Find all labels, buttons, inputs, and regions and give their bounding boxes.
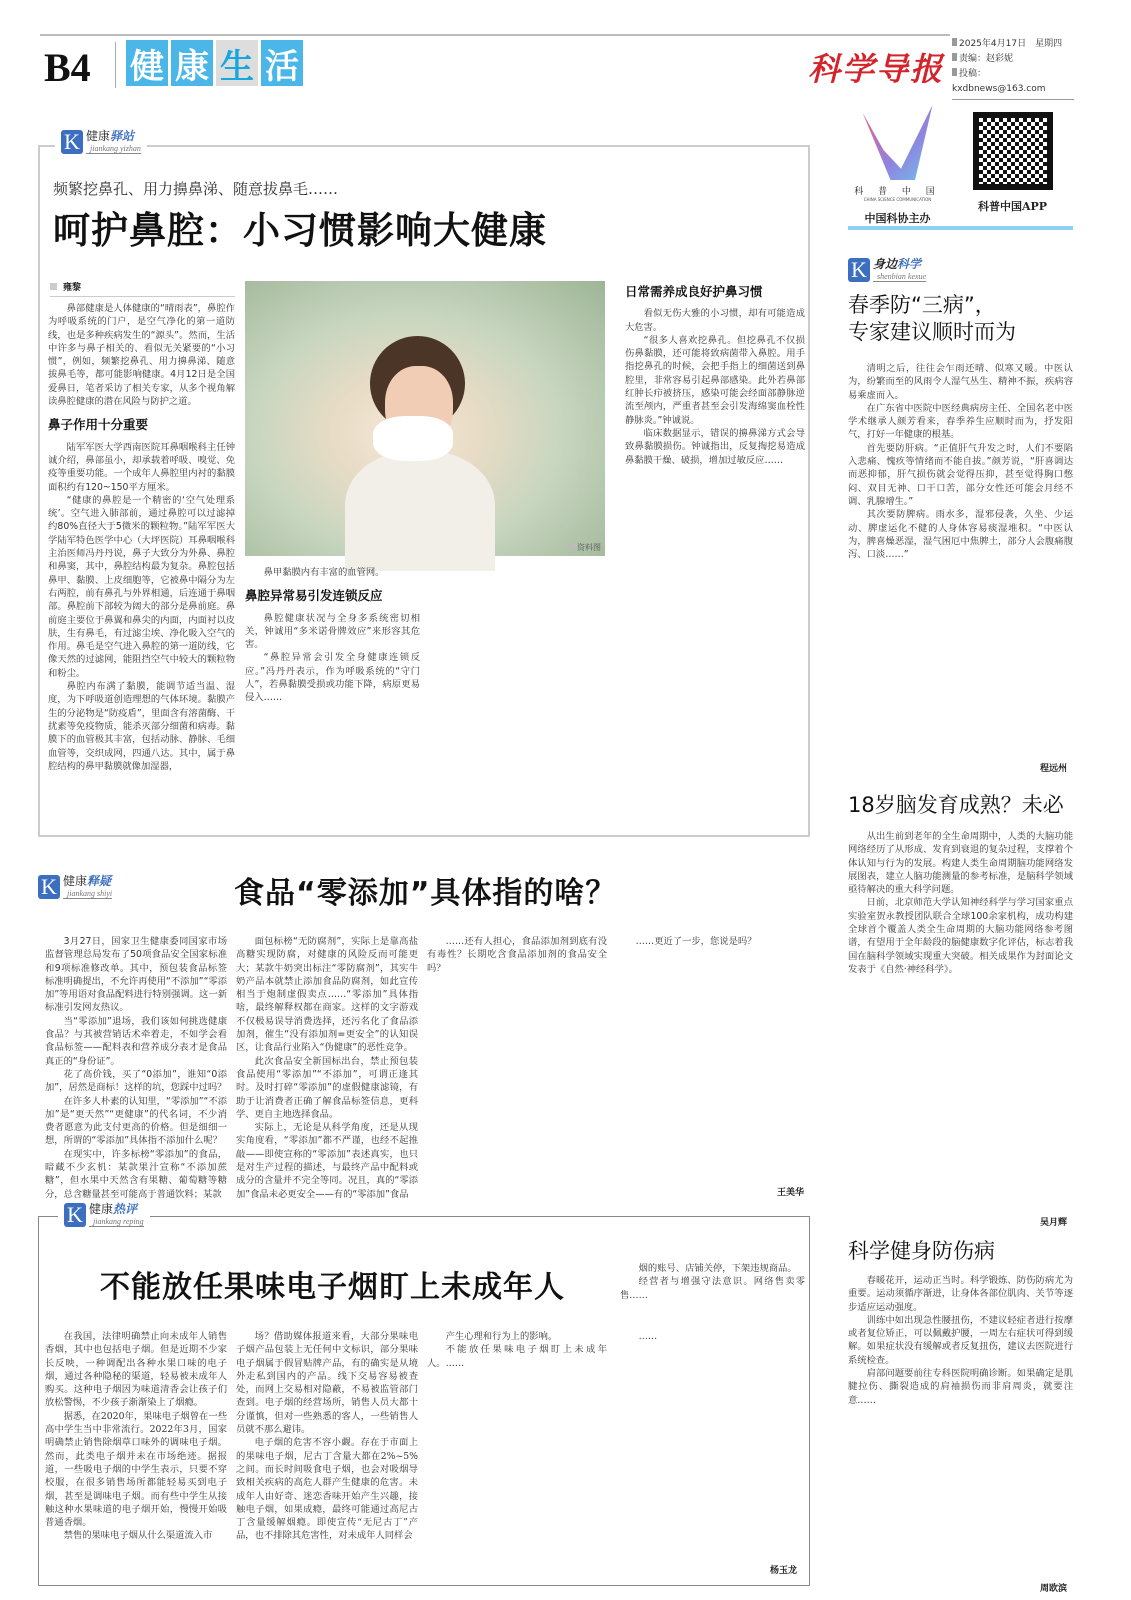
kepu-host: 中国科协主办 [864,212,931,225]
paragraph: 鼻甲黏膜内有丰富的血管网。 [263,567,385,578]
paragraph: 面包标榜“无防腐剂”，实际上是靠高盐高糖实现防腐，对健康的风险反而可能更大；某款牛奶突出标注“零防腐剂”，其实牛奶产品本就禁止添加食品防腐剂，如此宣传相当于炮制虚假卖点……“零添加”具体指啥，最终解释权都在商家。这样的文字游戏不仅极易误导消费选择，还污名化了食品添加剂，催生“没有添加剂=更安全”的认知误区，让食品行业陷入“伪健康”的恶性竞争。 [236,936,418,1054]
k-logo-icon: K [848,258,870,282]
issue-info [952,37,1074,100]
tag-label: 健康 [86,129,111,143]
section-tag [55,127,147,154]
section-tag [38,872,112,899]
k-logo-icon: K [38,875,60,899]
paragraph: 肩部问题要前往专科医院明确诊断。如果确定是肌腱拉伤、撕裂造成的肩袖损伤而非肩周炎，就要注意…… [848,1368,1073,1406]
paragraph: “健康的鼻腔是一个精密的‘空气处理系统’。空气进入肺部前，通过鼻腔可以过滤掉约80%直径大于5微米的颗粒物。”陆军军医大学陆军特色医学中心（大坪医院）耳鼻咽喉科主治医师冯丹丹说，鼻子大致分为外鼻、鼻腔和鼻窦，其中，鼻腔结构最为复杂。鼻腔包括鼻甲、黏膜、上皮细胞等，它被鼻中隔分为左右两腔，前有鼻孔与外界相通，后连通于鼻咽部。鼻腔前下部较为阔大的部分是鼻前庭。鼻前庭主要位于鼻翼和鼻尖的内面，内面衬以皮肤，生有鼻毛，有过滤尘埃、净化吸入空气的作用。鼻毛是空气进入鼻腔的第一道防线，它像天然的过滤网，能阻挡空气中较大的颗粒物和粉尘。 [48,494,235,679]
paragraph: 实际上，无论是从科学角度，还是从现实角度看，“零添加”都不严谨，也经不起推敲——即使宣称的“零添加”表述真实，也只是对生产过程的描述，与最终产品中配料或成分的含量并不完全等同。况且，真的“零添加”食品未必更安全——有的“零添加”食品 [236,1122,418,1200]
byline: 王美华 [777,1188,805,1198]
byline: 杨玉龙 [770,1566,798,1576]
article-column [45,1330,227,1580]
tag-label: 健康 [89,1202,114,1216]
article-title: 不能放任果味电子烟盯上未成年人 [100,1270,565,1305]
masthead-char: 健 [126,40,168,86]
paragraph: 场？借助媒体报道来看，大部分果味电子烟产品包装上无任何中文标识，部分果味电子烟属于假冒贴牌产品，有的确实是从境外走私到国内的产品。线下交易容易被查处，而网上交易相对隐蔽，不易被监管部门查到。电子烟的经营场所，销售人员大都十分谨慎，但对一些熟悉的客人，一些销售人员就不那么避讳。 [236,1331,418,1436]
paragraph: 春暖花开，运动正当时。科学锻炼、防伤防病尤为重要。运动须循序渐进，让身体各部位肌肉、关节等逐步适应运动强度。 [848,1275,1073,1313]
article-column [427,1330,607,1580]
k-logo-icon: K [64,1203,86,1227]
article-column [617,935,807,1180]
k-logo-icon: K [61,130,83,154]
photo-caption: 资料图 [568,542,601,553]
paragraph: 此次食品安全新国标出台，禁止预包装食品使用“零添加”“不添加”，可谓正逢其时。及时打碎“零添加”的虚假健康滤镜，有助于让消费者正确了解食品标签信息，更科学、更自主地选择食品。 [236,1055,418,1120]
kepu-logo-icon [863,105,933,180]
divider [115,42,116,88]
paragraph: 电子烟的危害不容小觑。存在于市面上的果味电子烟，尼古丁含量大都在2%~5%之间。而长时间吸食电子烟，也会对吸烟导致相关疾病的高危人群产生健康的危害。未成年人由好奇、迷恋香味开始产生兴趣，接触电子烟，如果成瘾，最终可能通过高尼古丁含量缓解烟瘾。即使宣传“无尼古丁”产品，也不排除其危害性，对未成年人同样会 [236,1437,418,1542]
section-tag [58,1200,150,1227]
subheading: 鼻腔异常易引发连锁反应 [245,588,383,604]
article-title: 科学健身防伤病 [848,1239,995,1263]
tag-label: 健康 [63,874,88,888]
article-column [620,1330,805,1555]
paragraph: 训练中如出现急性腰扭伤，不建议轻症者进行按摩或者复位矫正，可以佩戴护腰，一周左右症状可得到缓解。如果症状没有缓解或者反复扭伤，建议去医院进行系统检查。 [848,1314,1073,1366]
paragraph: 清明之后，往往会乍雨还晴、似寒又暖。中医认为，纷繁而至的风雨令人湿气丛生、精神不振，疾病容易乘虚而入。 [848,363,1073,401]
tag-pinyin: jiankang yizhan [90,144,141,153]
article-column [430,566,605,832]
article-column [48,302,235,832]
title-line: 专家建议顺时而为 [848,320,1016,344]
section-tag [848,255,926,282]
qr-block [965,112,1060,214]
paragraph: 日前，北京师范大学认知神经科学与学习国家重点实验室贺永教授团队联合全球100余家机构，成功构建全球首个覆盖人类全生命周期的大脑功能网络参考图谱，有望用于全年龄段的脑健康数字化评估，标志着我国在脑科学领域实现重大突破。相关成果作为封面论文发表于《自然·神经科学》。 [848,897,1073,975]
issue-date: 2025年4月17日 星期四 [952,37,1074,52]
paragraph: 鼻腔内布满了黏膜，能调节适当温、湿度，为下呼吸道创造理想的气体环境。黏膜产生的分泌物是“防疫盾”，里面含有溶菌酶、干扰素等免疫物质，能杀灭部分细菌和病毒。黏膜下的血管极其丰富，包括动脉、静脉、毛细血管等，交织成网，四通八达。其中，属于鼻腔结构的鼻甲黏膜就像加湿器， [48,681,235,772]
divider [848,226,1073,230]
paragraph: 产生心理和行为上的影响。 [445,1331,558,1342]
tag-label: 身边 [873,257,898,271]
article-column [236,935,418,1200]
paragraph: 烟的账号、店铺关停，下架违规商品。 [638,1263,797,1274]
article-column [236,1330,418,1580]
paragraph: 鼻腔健康状况与全身多系统密切相关，钟诚用“多米诺骨牌效应”来形容其危害。 [245,612,420,651]
kepu-en: CHINA SCIENCE COMMUNICATION [863,197,932,202]
paragraph: 鼻部健康是人体健康的“晴雨表”，鼻腔作为呼吸系统的门户，是空气净化的第一道防线，也是多种疾病发生的“源头”。然而，生活中许多与鼻子相关的、看似无关紧要的“小习惯”，例如，频繁挖鼻孔、用力擤鼻涕、随意拔鼻毛等，都可能影响健康。4月12日是全国爱鼻日，笔者采访了相关专家，从多个视角解读鼻腔健康的潜在风险与防护之道。 [48,303,235,408]
article-title: 食品“零添加”具体指的啥？ [234,876,617,911]
masthead-char: 活 [261,40,303,86]
tag-label-accent: 释疑 [87,874,112,888]
byline: 程远州 [1040,764,1068,774]
paragraph: ……还有人担心，食品添加剂到底有没有毒性？长期吃含食品添加剂的食品安全吗？ [427,936,607,974]
byline: 雍黎 [50,280,235,297]
byline: 周欧滨 [1040,1584,1068,1594]
article-title: 18岁脑发育成熟？未必 [848,793,1064,817]
tag-pinyin: jiankang reping [93,1217,144,1226]
subheading: 日常需养成良好护鼻习惯 [625,284,763,299]
kepu-logo-block [850,105,945,226]
tag-pinyin: shenbian kexue [877,272,927,281]
tag-label-accent: 热评 [113,1202,138,1216]
paragraph: 首先要防肝病。“正值肝气升发之时，人们不要陷入悲痛、愧疚等情绪而不能自拔。”颜芳说，“肝喜调达而恶抑郁，肝气损伤就会觉得压抑，甚至觉得胸口憋闷、双目无神、口干口苦，部分女性还可能会月经不调、乳腺增生。” [848,442,1073,507]
paper-logo: 科学导报 [808,50,945,88]
app-label: 科普中国APP [977,200,1048,213]
paragraph: 不能放任果味电子烟盯上未成年人。…… [427,1344,607,1369]
paragraph: 其次要防脾病。雨水多，湿邪侵袭，久坐、少运动、脾虚运化不健的人身体容易痰湿堆积。“中医认为，脾喜燥恶湿，湿气困厄中焦脾土，部分人会腹痛腹泻、口淡……” [848,509,1073,561]
section-masthead [126,40,303,86]
paragraph: 3月27日，国家卫生健康委同国家市场监督管理总局发布了50项食品安全国家标准和9项标准修改单。其中，预包装食品标签标准明确提出，不允许再使用“不添加”“零添加”等用语对食品配料进行特别强调。这一新标准引发网友热议。 [45,936,227,1014]
paragraph: “很多人喜欢挖鼻孔。但挖鼻孔不仅损伤鼻黏膜，还可能将致病菌带入鼻腔。用手指挖鼻孔的时候，会把手指上的细菌送到鼻腔里，非常容易引起鼻部感染。此外若鼻部红肿长疖被挤压，感染可能会经面部静脉逆流至颅内，严重者甚至会引发海绵窦血栓性静脉炎。”钟诚说。 [625,334,805,426]
paragraph: 经营者与增强守法意识。网络售卖零售…… [620,1276,805,1301]
paragraph: …… [638,1331,658,1342]
paragraph: “鼻腔异常会引发全身健康连锁反应。”冯丹丹表示，作为呼吸系统的“守门人”，若鼻黏膜受损或功能下降，病原更易侵入…… [245,652,420,704]
article-column [427,935,607,1180]
page-number: B4 [44,45,91,90]
article-title [848,292,1016,346]
paragraph: 在许多人朴素的认知里，“零添加”“不添加”是“更天然”“更健康”的代名词，不少消费者愿意为此支付更高的价格。但是细细一想，所谓的“零添加”具体指不添加什么呢？ [45,1095,227,1147]
qr-code-icon[interactable] [973,112,1053,190]
paragraph: 据悉，在2020年，果味电子烟曾在一些高中学生当中非常流行。2022年3月，国家明确禁止销售除烟草口味外的调味电子烟。然而，此类电子烟并未在市场绝迹。据报道，一些吸电子烟的中学生表示，只要不穿校服，在很多销售场所都能轻易买到电子烟，甚至是调味电子烟。而有些中学生从接触这种水果味道的电子烟开始，慢慢开始吸普通香烟。 [45,1410,227,1529]
article-photo [245,281,605,556]
paragraph: 当“零添加”退场，我们该如何挑选健康食品？与其被营销话术牵着走，不如学会看食品标签——配料表和营养成分表才是食品真正的“身份证”。 [45,1015,227,1067]
paragraph: 从出生前到老年的全生命周期中，人类的大脑功能网络经历了从形成、发育到衰退的复杂过程，支撑着个体认知与行为的发展。构建人类生命周期脑功能网络发展图表，建立人脑功能测量的参考标准，是脑科学领域亟待解决的重大科学问题。 [848,831,1073,896]
tag-label-accent: 科学 [897,257,922,271]
kepu-name: 科 普 中 国 [854,187,941,197]
paragraph: 在现实中，许多标榜“零添加”的食品，暗藏不少玄机：某款果汁宣称“不添加蔗糖”，但水果中天然含有果糖、葡萄糖等糖分，总含糖量甚至可能高于普通饮料；某款 [45,1148,227,1200]
article-title: 呵护鼻腔：小习惯影响大健康 [53,209,547,252]
title-line: 春季防“三病”， [848,293,996,317]
masthead-char: 康 [171,40,213,86]
paragraph: 在我国，法律明确禁止向未成年人销售香烟，其中也包括电子烟。但是近期不少家长反映，一种调配出各种水果口味的电子烟，通过各种隐秘的渠道，轻易被未成年人购买。这种电子烟因为味道清香会让孩子们放松警惕，不少孩子渐渐染上了烟瘾。 [45,1331,227,1409]
paragraph: ……更近了一步，您说是吗？ [635,936,757,947]
tag-pinyin: jiankang shiyi [67,889,113,898]
paragraph: 在广东省中医院中医经典病房主任、全国名老中医学术继承人颜芳看来，春季养生应顺时而为，抒发阳气，打好一年健康的根基。 [848,402,1073,441]
subheading: 鼻子作用十分重要 [48,417,149,433]
article-column [848,830,1073,1212]
paragraph: 看似无伤大雅的小习惯，却有可能造成大危害。 [625,308,805,333]
article-column [848,362,1073,758]
paragraph: 禁售的果味电子烟从什么渠道流入市 [63,1530,213,1542]
submit-email: 投稿：kxdbnews@163.com [952,67,1074,97]
paragraph: 临床数据显示，错误的擤鼻涕方式会导致鼻黏膜损伤。钟诚指出，反复掏挖易造成鼻黏膜干燥、破损，增加过敏反应…… [625,427,805,466]
editor: 责编：赵彩妮 [952,52,1074,67]
byline: 吴月辉 [1040,1218,1068,1228]
article-subtitle: 频繁挖鼻孔、用力擤鼻涕、随意拔鼻毛…… [53,180,339,198]
top-rule [40,34,950,36]
article-column [620,1262,805,1318]
tag-label-accent: 驿站 [110,129,135,143]
article-column [245,566,420,832]
article-column [625,275,805,832]
masthead-char: 生 [216,40,258,86]
article-column [45,935,227,1200]
paragraph: 花了高价钱，买了“0添加”，谁知“0添加”，居然是商标！这样的坑，您踩中过吗？ [45,1068,227,1094]
article-column [848,1274,1073,1577]
paragraph: 陆军军医大学西南医院耳鼻咽喉科主任钟诚介绍，鼻部虽小，却承载着呼吸、嗅觉、免疫等重要功能。一个成年人鼻腔里内衬的黏膜面积约有120~150平方厘米。 [48,441,235,493]
